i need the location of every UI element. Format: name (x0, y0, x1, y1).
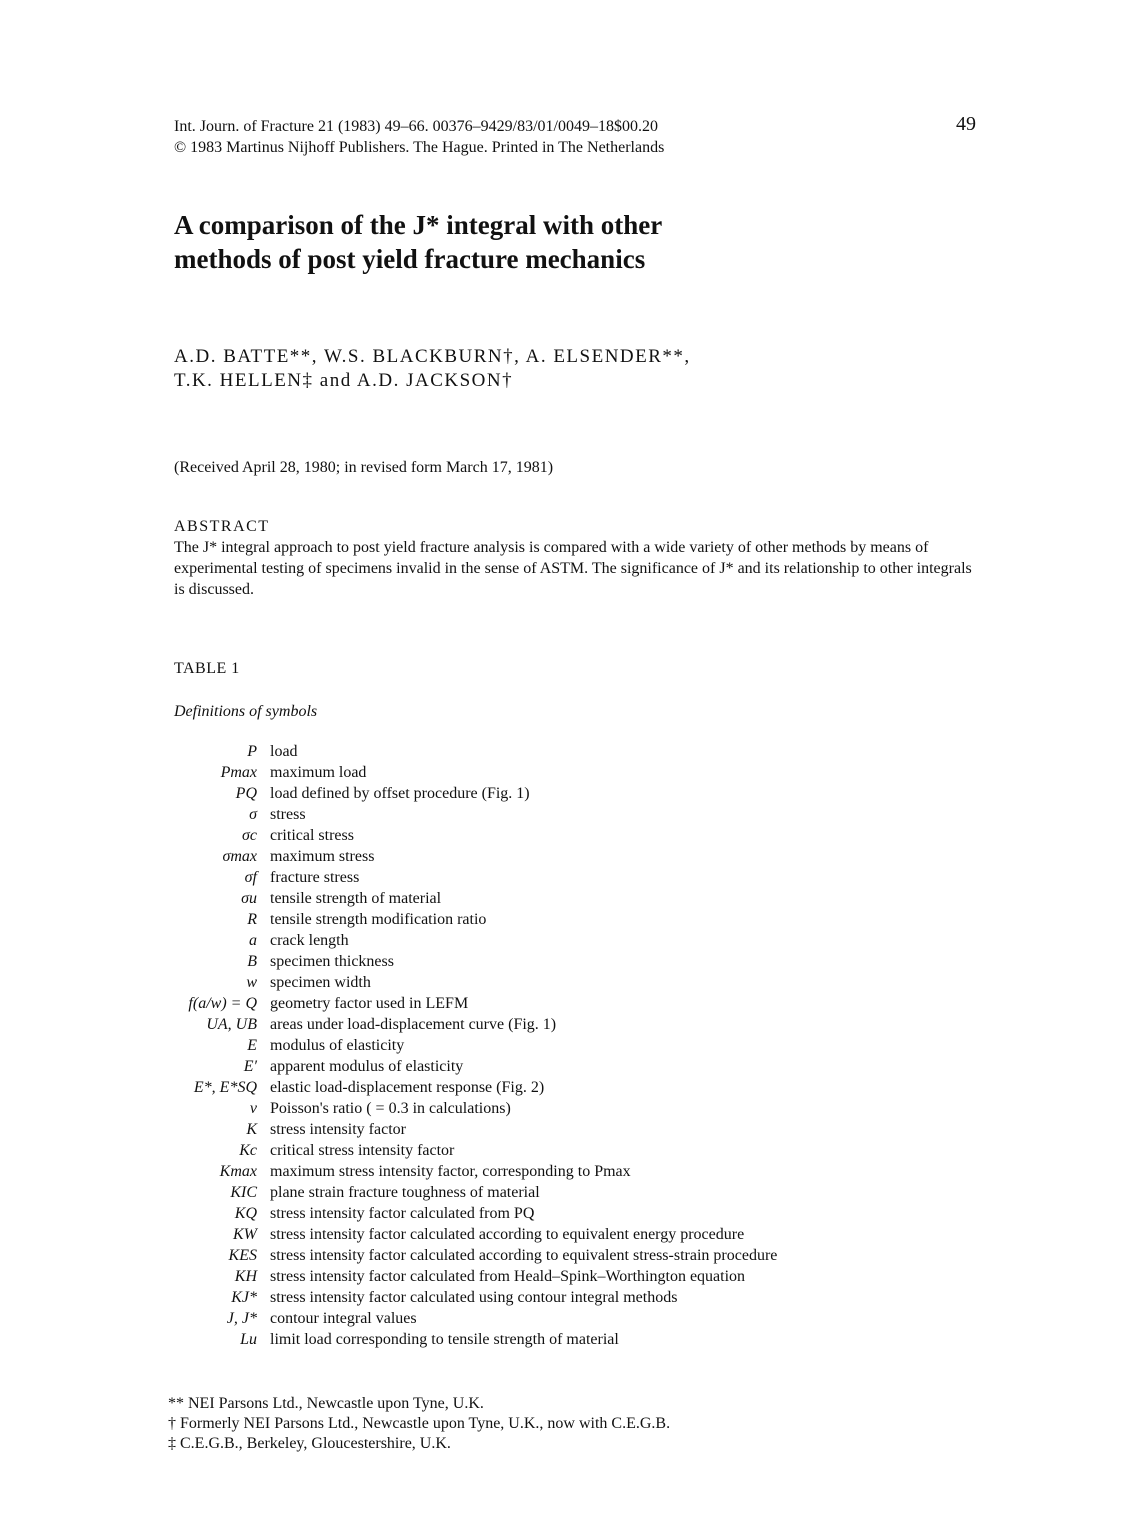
definition-cell: specimen thickness (270, 953, 394, 970)
copyright-line: © 1983 Martinus Nijhoff Publishers. The Hague. Printed in The Netherlands (174, 139, 665, 156)
definition-cell: limit load corresponding to tensile strength of material (270, 1331, 619, 1348)
table-row (166, 995, 777, 1016)
table-row (166, 1331, 777, 1352)
definition-cell: Poisson's ratio ( = 0.3 in calculations) (270, 1100, 511, 1117)
table-row (166, 1058, 777, 1079)
table-row (166, 1037, 777, 1058)
abstract-section (174, 516, 974, 600)
definition-cell: tensile strength modification ratio (270, 911, 487, 928)
symbol-cell: E*, E*SQ (193, 1079, 257, 1096)
definition-cell: elastic load-displacement response (Fig. 2) (270, 1079, 545, 1096)
table-row (166, 1247, 777, 1268)
table-row (166, 911, 777, 932)
symbol-cell: w (246, 974, 257, 991)
symbol-cell: UA, UB (206, 1016, 257, 1033)
abstract-heading: ABSTRACT (174, 518, 270, 535)
table-row (166, 743, 777, 764)
symbol-cell: R (247, 911, 257, 928)
definition-cell: maximum stress intensity factor, corresponding to Pmax (270, 1163, 631, 1180)
symbol-cell: P (247, 743, 257, 760)
definition-cell: areas under load-displacement curve (Fig. 1) (270, 1016, 557, 1033)
table-label: TABLE 1 (174, 660, 240, 677)
table-row (166, 1289, 777, 1310)
definition-cell: load defined by offset procedure (Fig. 1) (270, 785, 530, 802)
table-row (166, 1163, 777, 1184)
symbol-cell: KQ (234, 1205, 257, 1222)
definition-cell: critical stress (270, 827, 354, 844)
symbol-cell: K (246, 1121, 257, 1138)
definition-cell: crack length (270, 932, 349, 949)
symbol-cell: f(a/w) = Q (188, 995, 257, 1012)
definition-cell: stress intensity factor calculated from Heald–Spink–Worthington equation (270, 1268, 746, 1285)
definition-cell: load (270, 743, 298, 760)
table-row (166, 974, 777, 995)
abstract-text: The J* integral approach to post yield fracture analysis is compared with a wide variety of other methods by means of experimental testing of specimens invalid in the sense of ASTM. The significance of J* and its relationship to other integrals is discussed. (174, 539, 972, 598)
symbol-cell: σ (249, 806, 257, 823)
symbol-cell: KES (228, 1247, 257, 1264)
author-list (174, 345, 691, 393)
journal-header (174, 116, 664, 158)
symbol-cell: J, J* (226, 1310, 257, 1327)
symbol-cell: E′ (243, 1058, 257, 1075)
table-row (166, 890, 777, 911)
definition-cell: stress intensity factor (270, 1121, 406, 1138)
title-line-1: A comparison of the J* integral with other (174, 210, 663, 240)
definition-cell: stress intensity factor calculated according to equivalent energy procedure (270, 1226, 745, 1243)
symbol-cell: Kc (239, 1142, 257, 1159)
definition-cell: apparent modulus of elasticity (270, 1058, 464, 1075)
symbol-cell: σc (242, 827, 257, 844)
table-row (166, 1100, 777, 1121)
definition-cell: stress intensity factor calculated according to equivalent stress-strain procedure (270, 1247, 778, 1264)
definition-cell: geometry factor used in LEFM (270, 995, 469, 1012)
table-row (166, 785, 777, 806)
table-row (166, 764, 777, 785)
definition-cell: stress intensity factor calculated from PQ (270, 1205, 535, 1222)
footnote-cegb-berkeley: ‡ C.E.G.B., Berkeley, Gloucestershire, U.K. (168, 1435, 451, 1452)
table-row (166, 827, 777, 848)
received-dates: (Received April 28, 1980; in revised form March 17, 1981) (174, 459, 554, 476)
table-row (166, 869, 777, 890)
symbol-cell: B (247, 953, 257, 970)
table-row (166, 1121, 777, 1142)
definition-cell: plane strain fracture toughness of material (270, 1184, 540, 1201)
footnotes (168, 1394, 670, 1454)
table-row (166, 1205, 777, 1226)
symbol-definitions-table (166, 743, 777, 1352)
definition-cell: contour integral values (270, 1310, 417, 1327)
table-row (166, 1226, 777, 1247)
footnote-nei-parsons: ** NEI Parsons Ltd., Newcastle upon Tyne, U.K. (168, 1395, 484, 1412)
definition-cell: critical stress intensity factor (270, 1142, 455, 1159)
symbol-cell: a (249, 932, 257, 949)
symbol-cell: KH (234, 1268, 257, 1285)
table-caption: Definitions of symbols (174, 703, 318, 720)
definition-cell: modulus of elasticity (270, 1037, 405, 1054)
page-number: 49 (956, 113, 976, 135)
definition-cell: stress (270, 806, 306, 823)
definition-cell: specimen width (270, 974, 371, 991)
table-row (166, 953, 777, 974)
authors-line-2: T.K. HELLEN‡ and A.D. JACKSON† (174, 370, 514, 391)
definition-cell: tensile strength of material (270, 890, 442, 907)
symbol-cell: E (247, 1037, 257, 1054)
definition-cell: fracture stress (270, 869, 360, 886)
table-row (166, 1310, 777, 1331)
symbol-cell: σf (244, 869, 257, 886)
symbol-cell: KW (233, 1226, 257, 1243)
table-row (166, 1268, 777, 1289)
table-row (166, 1079, 777, 1100)
symbol-cell: Kmax (219, 1163, 257, 1180)
table-row (166, 932, 777, 953)
paper-title (174, 208, 662, 276)
definition-cell: stress intensity factor calculated using contour integral methods (270, 1289, 678, 1306)
symbol-cell: PQ (235, 785, 257, 802)
footnote-formerly-nei: † Formerly NEI Parsons Ltd., Newcastle upon Tyne, U.K., now with C.E.G.B. (168, 1415, 671, 1432)
symbol-cell: σu (241, 890, 257, 907)
title-line-2: methods of post yield fracture mechanics (174, 244, 646, 274)
table-row (166, 1142, 777, 1163)
symbol-cell: Pmax (220, 764, 257, 781)
symbol-cell: ν (249, 1100, 257, 1117)
table-row (166, 848, 777, 869)
symbol-cell: KJ* (231, 1289, 257, 1306)
journal-citation: Int. Journ. of Fracture 21 (1983) 49–66. 00376–9429/83/01/0049–18$00.20 (174, 118, 658, 135)
table-row (166, 1184, 777, 1205)
symbol-cell: Lu (240, 1331, 257, 1348)
symbol-cell: KIC (230, 1184, 257, 1201)
authors-line-1: A.D. BATTE**, W.S. BLACKBURN†, A. ELSENDER**, (174, 346, 691, 367)
definition-cell: maximum load (270, 764, 367, 781)
table-row (166, 1016, 777, 1037)
definition-cell: maximum stress (270, 848, 375, 865)
table-row (166, 806, 777, 827)
symbol-cell: σmax (222, 848, 257, 865)
